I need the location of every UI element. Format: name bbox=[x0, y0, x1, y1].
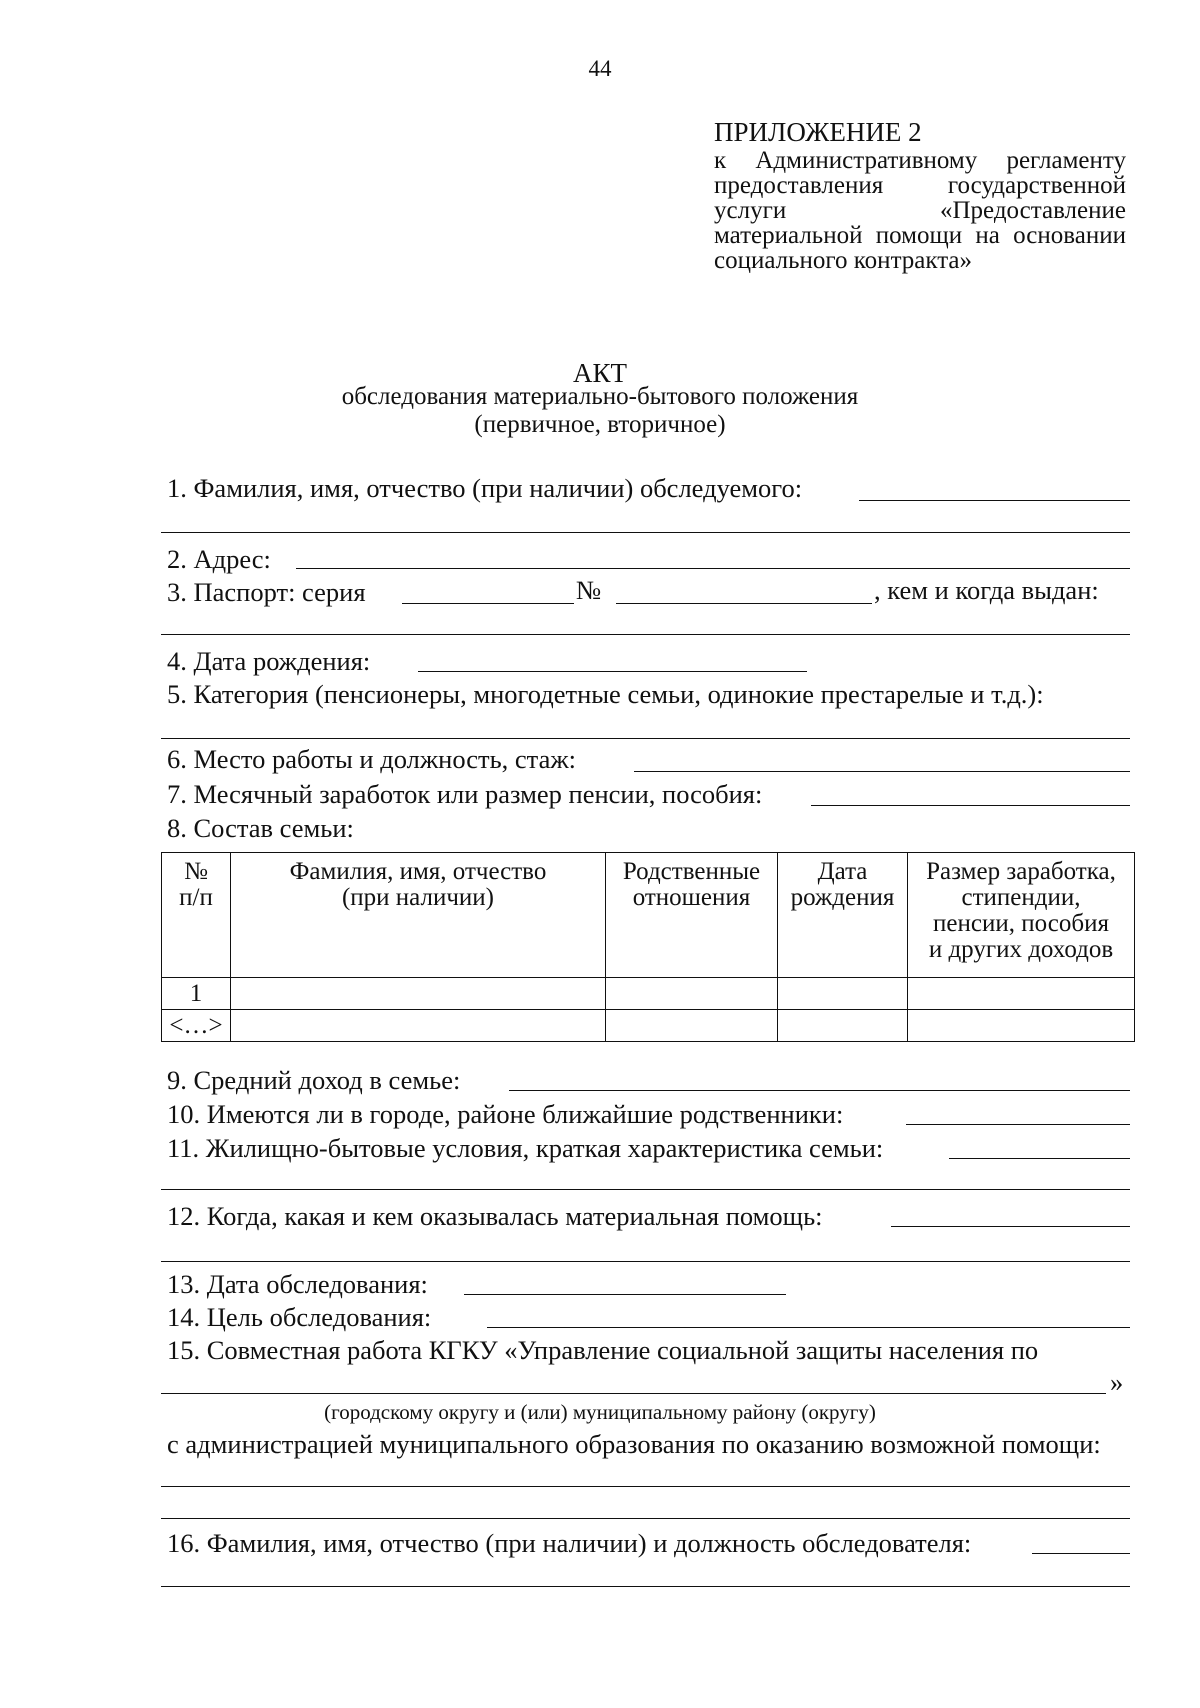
field-2-label: 2. Адрес: bbox=[167, 544, 271, 574]
col-relation-header: Родственные отношения bbox=[606, 853, 778, 978]
field-14-label: 14. Цель обследования: bbox=[167, 1302, 432, 1332]
assistance-history-blank-2[interactable] bbox=[161, 1261, 1130, 1262]
field-5-label: 5. Категория (пенсионеры, многодетные семьи, одинокие престарелые и т.д.): bbox=[167, 679, 1044, 709]
table-cell[interactable] bbox=[908, 1010, 1135, 1042]
inspector-blank-2[interactable] bbox=[161, 1586, 1130, 1587]
birth-date-blank[interactable] bbox=[418, 671, 807, 672]
field-11-label: 11. Жилищно-бытовые условия, краткая характеристика семьи: bbox=[167, 1133, 884, 1163]
field-9-label: 9. Средний доход в семье: bbox=[167, 1065, 461, 1095]
passport-number-blank[interactable] bbox=[616, 603, 872, 604]
survey-date-blank[interactable] bbox=[464, 1294, 786, 1295]
survey-purpose-blank[interactable] bbox=[487, 1327, 1130, 1328]
field-10-label: 10. Имеются ли в городе, районе ближайшие родственники: bbox=[167, 1099, 844, 1129]
inspector-blank[interactable] bbox=[1032, 1553, 1130, 1554]
family-table-header bbox=[162, 853, 1135, 978]
field-1-label: 1. Фамилия, имя, отчество (при наличии) обследуемого: bbox=[167, 473, 803, 503]
act-title: АКТ bbox=[573, 358, 627, 388]
table-cell: <…> bbox=[162, 1010, 231, 1042]
page-number: 44 bbox=[588, 56, 612, 81]
table-row bbox=[162, 1010, 1135, 1042]
passport-number-sign: № bbox=[576, 575, 602, 605]
appendix-title: ПРИЛОЖЕНИЕ 2 bbox=[714, 117, 922, 147]
table-row bbox=[162, 978, 1135, 1010]
joint-work-blank-2[interactable] bbox=[161, 1518, 1130, 1519]
joint-work-district-blank[interactable] bbox=[161, 1393, 1106, 1394]
passport-issued-blank[interactable] bbox=[161, 634, 1130, 635]
table-cell: 1 bbox=[162, 978, 231, 1010]
assistance-history-blank[interactable] bbox=[891, 1226, 1130, 1227]
col-birthdate-header: Дата рождения bbox=[778, 853, 908, 978]
col-income-header: Размер заработка, стипендии, пенсии, пособия и других доходов bbox=[908, 853, 1135, 978]
living-conditions-blank-2[interactable] bbox=[161, 1189, 1130, 1190]
table-cell[interactable] bbox=[606, 978, 778, 1010]
family-table bbox=[161, 852, 1135, 1042]
field-2-blank[interactable] bbox=[296, 568, 1130, 569]
act-type-note: (первичное, вторичное) bbox=[474, 411, 726, 438]
joint-work-blank-1[interactable] bbox=[161, 1486, 1130, 1487]
district-note: (городскому округу и (или) муниципальному району (округу) bbox=[324, 1400, 876, 1424]
field-8-label: 8. Состав семьи: bbox=[167, 813, 354, 843]
passport-issued-label: , кем и когда выдан: bbox=[874, 575, 1099, 605]
living-conditions-blank[interactable] bbox=[949, 1158, 1130, 1159]
table-cell[interactable] bbox=[778, 978, 908, 1010]
field-7-label: 7. Месячный заработок или размер пенсии, пособия: bbox=[167, 779, 763, 809]
table-cell[interactable] bbox=[231, 978, 606, 1010]
relatives-blank[interactable] bbox=[906, 1124, 1130, 1125]
table-cell[interactable] bbox=[908, 978, 1135, 1010]
table-cell[interactable] bbox=[606, 1010, 778, 1042]
field-6-label: 6. Место работы и должность, стаж: bbox=[167, 744, 577, 774]
appendix-text: к Административному регламенту предоставления государственной услуги «Предоставление материальной помощи на основании социального контракта» bbox=[714, 147, 1126, 274]
avg-income-blank[interactable] bbox=[509, 1090, 1130, 1091]
field-12-label: 12. Когда, какая и кем оказывалась материальная помощь: bbox=[167, 1201, 823, 1231]
income-blank[interactable] bbox=[811, 805, 1130, 806]
field-16-label: 16. Фамилия, имя, отчество (при наличии) и должность обследователя: bbox=[167, 1528, 972, 1558]
field-13-label: 13. Дата обследования: bbox=[167, 1269, 428, 1299]
field-15-continuation: с администрацией муниципального образования по оказанию возможной помощи: bbox=[167, 1429, 1101, 1459]
col-number-header: № п/п bbox=[162, 853, 231, 978]
appendix-block bbox=[714, 117, 1126, 274]
category-blank[interactable] bbox=[161, 738, 1130, 739]
col-name-header: Фамилия, имя, отчество (при наличии) bbox=[231, 853, 606, 978]
workplace-blank[interactable] bbox=[634, 771, 1130, 772]
field-3-label: 3. Паспорт: серия bbox=[167, 577, 366, 607]
act-subtitle: обследования материально-бытового положения bbox=[341, 383, 859, 410]
field-1-blank[interactable] bbox=[859, 500, 1130, 501]
table-cell[interactable] bbox=[778, 1010, 908, 1042]
table-cell[interactable] bbox=[231, 1010, 606, 1042]
passport-series-blank[interactable] bbox=[402, 603, 574, 604]
field-1-blank-2[interactable] bbox=[161, 532, 1130, 533]
field-4-label: 4. Дата рождения: bbox=[167, 646, 371, 676]
field-15-label: 15. Совместная работа КГКУ «Управление социальной защиты населения по bbox=[167, 1335, 1039, 1365]
closing-quote: » bbox=[1110, 1367, 1124, 1397]
